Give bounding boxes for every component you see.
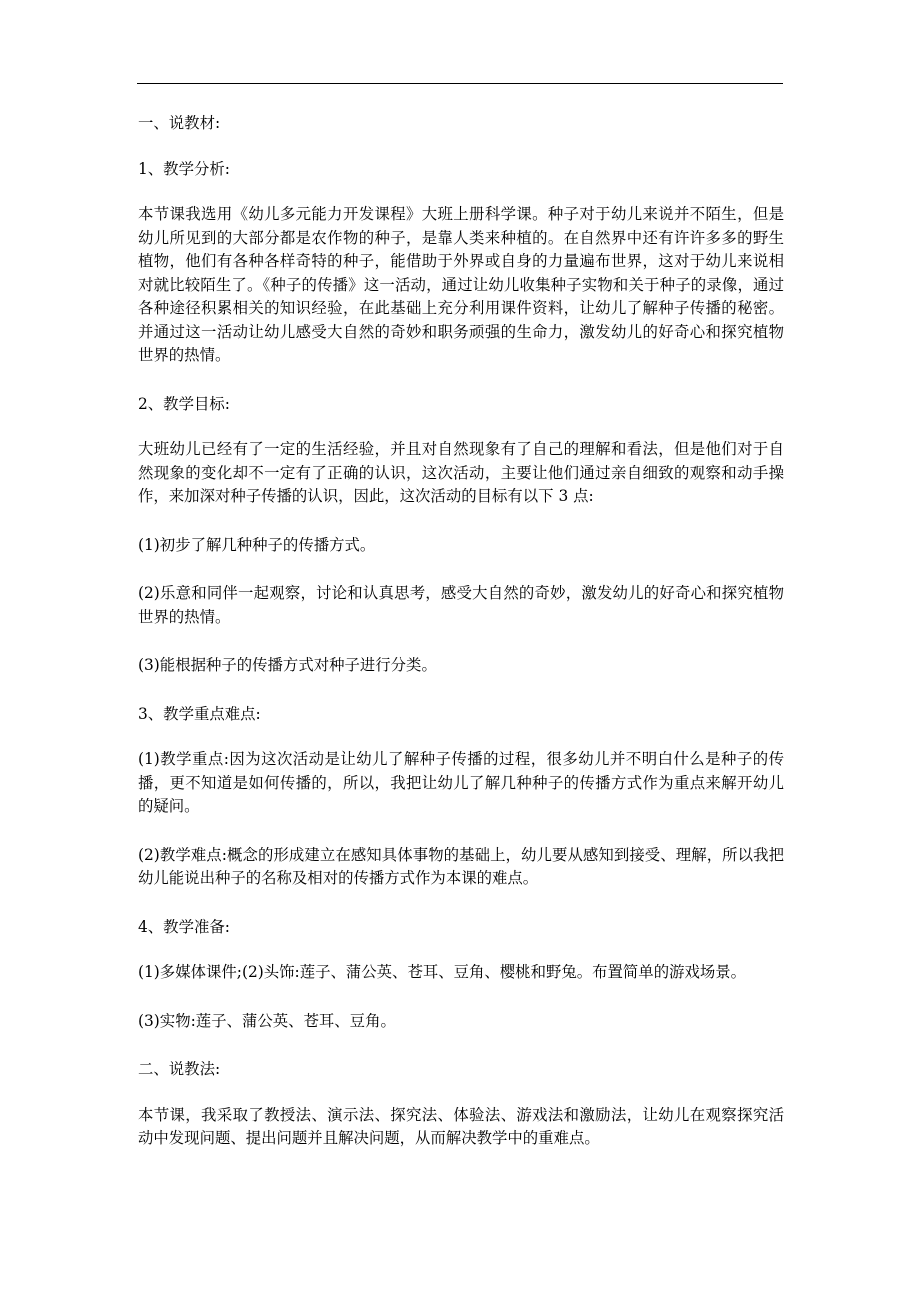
preparation-item-2: (3)实物:莲子、蒲公英、苍耳、豆角。 [138, 1011, 396, 1030]
section-heading-teaching-method: 二、说教法: [138, 1060, 221, 1078]
paragraph-key-point: (1)教学重点:因为这次活动是让幼儿了解种子传播的过程，很多幼儿并不明白什么是种子的传播，更不知道是如何传播的，所以，我把让幼儿了解几种种子的传播方式作为重点来解开幼儿的疑问。 [138, 750, 784, 815]
paragraph-teaching-goals: 大班幼儿已经有了一定的生活经验，并且对自然现象有了自己的理解和看法，但是他们对于自然现象的变化却不一定有了正确的认识，这次活动，主要让他们通过亲自细致的观察和动手操作，来加深对种子传播的认识，因此，这次活动的目标有以下 3 点: [138, 440, 784, 505]
document-body [138, 112, 784, 1176]
goal-item-1: (1)初步了解几种种子的传播方式。 [138, 535, 376, 554]
subheading-teaching-goals: 2、教学目标: [138, 394, 230, 413]
subheading-teaching-preparation: 4、教学准备: [138, 917, 230, 936]
paragraph-difficult-point: (2)教学难点:概念的形成建立在感知具体事物的基础上，幼儿要从感知到接受、理解，所以我把幼儿能说出种子的名称及相对的传播方式作为本课的难点。 [138, 845, 784, 887]
subheading-key-difficult-points: 3、教学重点难点: [138, 704, 261, 723]
goal-item-3: (3)能根据种子的传播方式对种子进行分类。 [138, 656, 437, 674]
preparation-item-1: (1)多媒体课件;(2)头饰:莲子、蒲公英、苍耳、豆角、樱桃和野兔。布置简单的游戏场景。 [138, 963, 747, 981]
header-rule [137, 83, 783, 84]
goal-item-2: (2)乐意和同伴一起观察，讨论和认真思考，感受大自然的奇妙，激发幼儿的好奇心和探究植物世界的热情。 [138, 584, 784, 626]
paragraph-teaching-analysis: 本节课我选用《幼儿多元能力开发课程》大班上册科学课。种子对于幼儿来说并不陌生，但是幼儿所见到的大部分都是农作物的种子，是靠人类来种植的。在自然界中还有许许多多的野生植物，他们有各种各样奇特的种子，能借助于外界或自身的力量遍布世界，这对于幼儿来说相对就比较陌生了。《种子的传播》这一活动，通过让幼儿收集种子实物和关于种子的录像，通过各种途径积累相关的知识经验，在此基础上充分利用课件资料，让幼儿了解种子传播的秘密。并通过这一活动让幼儿感受大自然的奇妙和职务顽强的生命力，激发幼儿的好奇心和探究植物世界的热情。 [138, 205, 784, 364]
subheading-teaching-analysis: 1、教学分析: [138, 159, 230, 178]
section-heading-teaching-material: 一、说教材: [138, 114, 221, 132]
paragraph-teaching-method: 本节课，我采取了教授法、演示法、探究法、体验法、游戏法和激励法，让幼儿在观察探究活动中发现问题、提出问题并且解决问题，从而解决教学中的重难点。 [138, 1105, 784, 1147]
